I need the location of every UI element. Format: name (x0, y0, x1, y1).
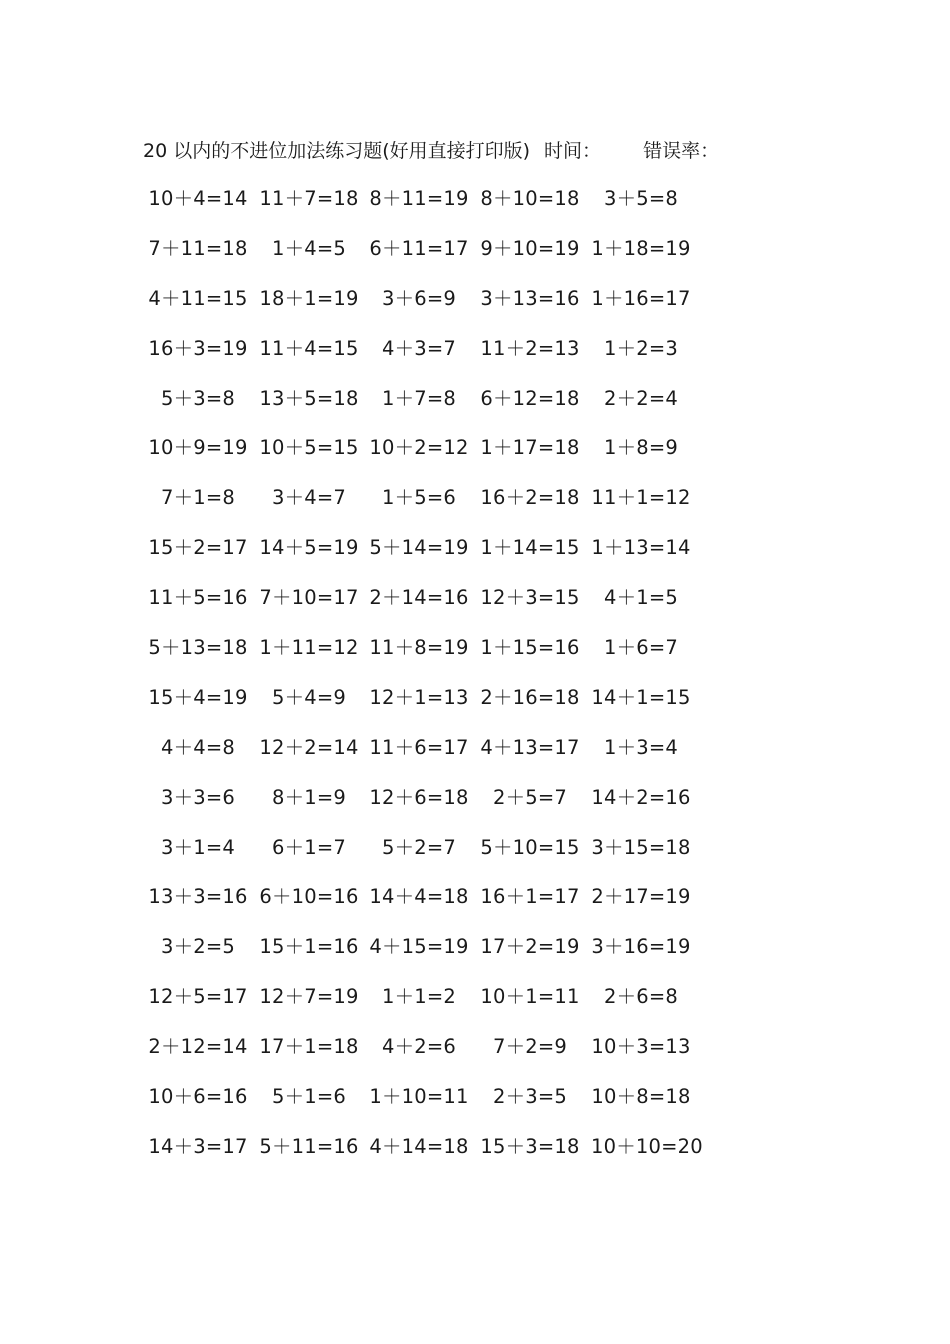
equation: 3＋3=6 (160, 785, 236, 809)
equation: 13＋3=16 (148, 885, 248, 909)
equation: 1＋16=17 (591, 286, 691, 310)
problem-row (148, 234, 728, 284)
equation: 1＋5=6 (381, 486, 457, 510)
equation: 7＋2=9 (492, 1035, 568, 1059)
error-rate-label: 错误率： (643, 140, 720, 162)
equation: 2＋5=7 (492, 785, 568, 809)
equation: 11＋7=18 (259, 187, 359, 210)
equation: 1＋11=12 (259, 636, 359, 660)
equation: 2＋12=14 (148, 1035, 248, 1059)
problem-row (148, 384, 728, 434)
problem-row (148, 334, 728, 384)
equation: 7＋11=18 (148, 236, 248, 260)
equation: 1＋1=2 (381, 985, 457, 1009)
equation: 5＋3=8 (160, 386, 236, 410)
equation: 4＋13=17 (480, 735, 580, 759)
equation: 12＋7=19 (259, 985, 359, 1009)
equation: 14＋5=19 (259, 536, 359, 560)
equation: 14＋2=16 (591, 785, 691, 809)
equation: 1＋14=15 (480, 536, 580, 560)
equation: 8＋11=19 (369, 187, 469, 210)
equation: 10＋10=20 (591, 1134, 703, 1158)
problem-row (148, 1132, 728, 1182)
equation: 1＋8=9 (603, 436, 679, 460)
problem-row (148, 733, 728, 783)
problem-row (148, 683, 728, 733)
equation: 10＋9=19 (148, 436, 248, 460)
equation: 17＋2=19 (480, 935, 580, 959)
equation: 2＋2=4 (603, 386, 679, 410)
equation: 3＋15=18 (591, 835, 691, 859)
equation: 1＋10=11 (369, 1085, 469, 1109)
equation: 3＋16=19 (591, 935, 691, 959)
equation: 11＋2=13 (480, 336, 580, 360)
problem-row (148, 184, 728, 234)
problem-row (148, 833, 728, 883)
equation: 14＋4=18 (369, 885, 469, 909)
equation: 10＋3=13 (591, 1035, 691, 1059)
equation: 1＋13=14 (591, 536, 691, 560)
equation: 3＋2=5 (160, 935, 236, 959)
equation: 7＋10=17 (259, 586, 359, 610)
equation: 1＋3=4 (603, 735, 679, 759)
equation: 3＋6=9 (381, 286, 457, 310)
equation: 3＋5=8 (603, 187, 679, 210)
problem-row (148, 583, 728, 633)
equation: 2＋16=18 (480, 685, 580, 709)
equation: 8＋10=18 (480, 187, 580, 210)
equation: 17＋1=18 (259, 1035, 359, 1059)
equation: 13＋5=18 (259, 386, 359, 410)
problem-row (148, 1032, 728, 1082)
equation: 5＋10=15 (480, 835, 580, 859)
worksheet-title: 20 以内的不进位加法练习题(好用直接打印版) (143, 140, 531, 162)
equation: 11＋8=19 (369, 636, 469, 660)
equation: 16＋2=18 (480, 486, 580, 510)
equation: 2＋14=16 (369, 586, 469, 610)
problem-row (148, 932, 728, 982)
equation: 1＋15=16 (480, 636, 580, 660)
equation: 5＋14=19 (369, 536, 469, 560)
problem-row (148, 982, 728, 1032)
equation: 5＋4=9 (271, 685, 347, 709)
equation: 1＋17=18 (480, 436, 580, 460)
equation: 10＋8=18 (591, 1085, 691, 1109)
equation: 6＋1=7 (271, 835, 347, 859)
equation: 4＋11=15 (148, 286, 248, 310)
equation: 12＋2=14 (259, 735, 359, 759)
equation: 1＋18=19 (591, 236, 691, 260)
equation: 11＋5=16 (148, 586, 248, 610)
equation: 14＋3=17 (148, 1134, 248, 1158)
equation: 12＋1=13 (369, 685, 469, 709)
problem-row (148, 533, 728, 583)
equation: 2＋6=8 (603, 985, 679, 1009)
equation: 10＋1=11 (480, 985, 580, 1009)
equation: 16＋3=19 (148, 336, 248, 360)
equation: 3＋13=16 (480, 286, 580, 310)
equation: 2＋3=5 (492, 1085, 568, 1109)
equation: 11＋4=15 (259, 336, 359, 360)
problem-row (148, 483, 728, 533)
problem-row (148, 284, 728, 334)
equation: 1＋7=8 (381, 386, 457, 410)
problem-row (148, 433, 728, 483)
equation: 10＋5=15 (259, 436, 359, 460)
equation: 1＋2=3 (603, 336, 679, 360)
equation: 5＋1=6 (271, 1085, 347, 1109)
problem-row (148, 1082, 728, 1132)
equation: 1＋4=5 (271, 236, 347, 260)
equation: 5＋13=18 (148, 636, 248, 660)
equation: 10＋2=12 (369, 436, 469, 460)
equation: 11＋1=12 (591, 486, 691, 510)
equation: 4＋3=7 (381, 336, 457, 360)
equation: 15＋4=19 (148, 685, 248, 709)
problem-row (148, 882, 728, 932)
equation: 15＋3=18 (480, 1134, 580, 1158)
equation: 6＋11=17 (369, 236, 469, 260)
equation: 4＋2=6 (381, 1035, 457, 1059)
equation: 4＋1=5 (603, 586, 679, 610)
equation: 15＋1=16 (259, 935, 359, 959)
problem-row (148, 633, 728, 683)
problem-grid (148, 184, 728, 1182)
time-label: 时间： (544, 140, 602, 162)
equation: 7＋1=8 (160, 486, 236, 510)
equation: 5＋11=16 (259, 1134, 359, 1158)
equation: 11＋6=17 (369, 735, 469, 759)
equation: 1＋6=7 (603, 636, 679, 660)
worksheet-header (143, 136, 719, 166)
equation: 6＋12=18 (480, 386, 580, 410)
equation: 10＋6=16 (148, 1085, 248, 1109)
equation: 15＋2=17 (148, 536, 248, 560)
equation: 9＋10=19 (480, 236, 580, 260)
equation: 12＋5=17 (148, 985, 248, 1009)
equation: 8＋1=9 (271, 785, 347, 809)
problem-row (148, 783, 728, 833)
equation: 12＋6=18 (369, 785, 469, 809)
equation: 3＋1=4 (160, 835, 236, 859)
equation: 2＋17=19 (591, 885, 691, 909)
equation: 6＋10=16 (259, 885, 359, 909)
equation: 14＋1=15 (591, 685, 691, 709)
equation: 4＋14=18 (369, 1134, 469, 1158)
equation: 5＋2=7 (381, 835, 457, 859)
equation: 4＋4=8 (160, 735, 236, 759)
equation: 18＋1=19 (259, 286, 359, 310)
equation: 3＋4=7 (271, 486, 347, 510)
equation: 16＋1=17 (480, 885, 580, 909)
equation: 12＋3=15 (480, 586, 580, 610)
equation: 10＋4=14 (148, 187, 248, 210)
equation: 4＋15=19 (369, 935, 469, 959)
